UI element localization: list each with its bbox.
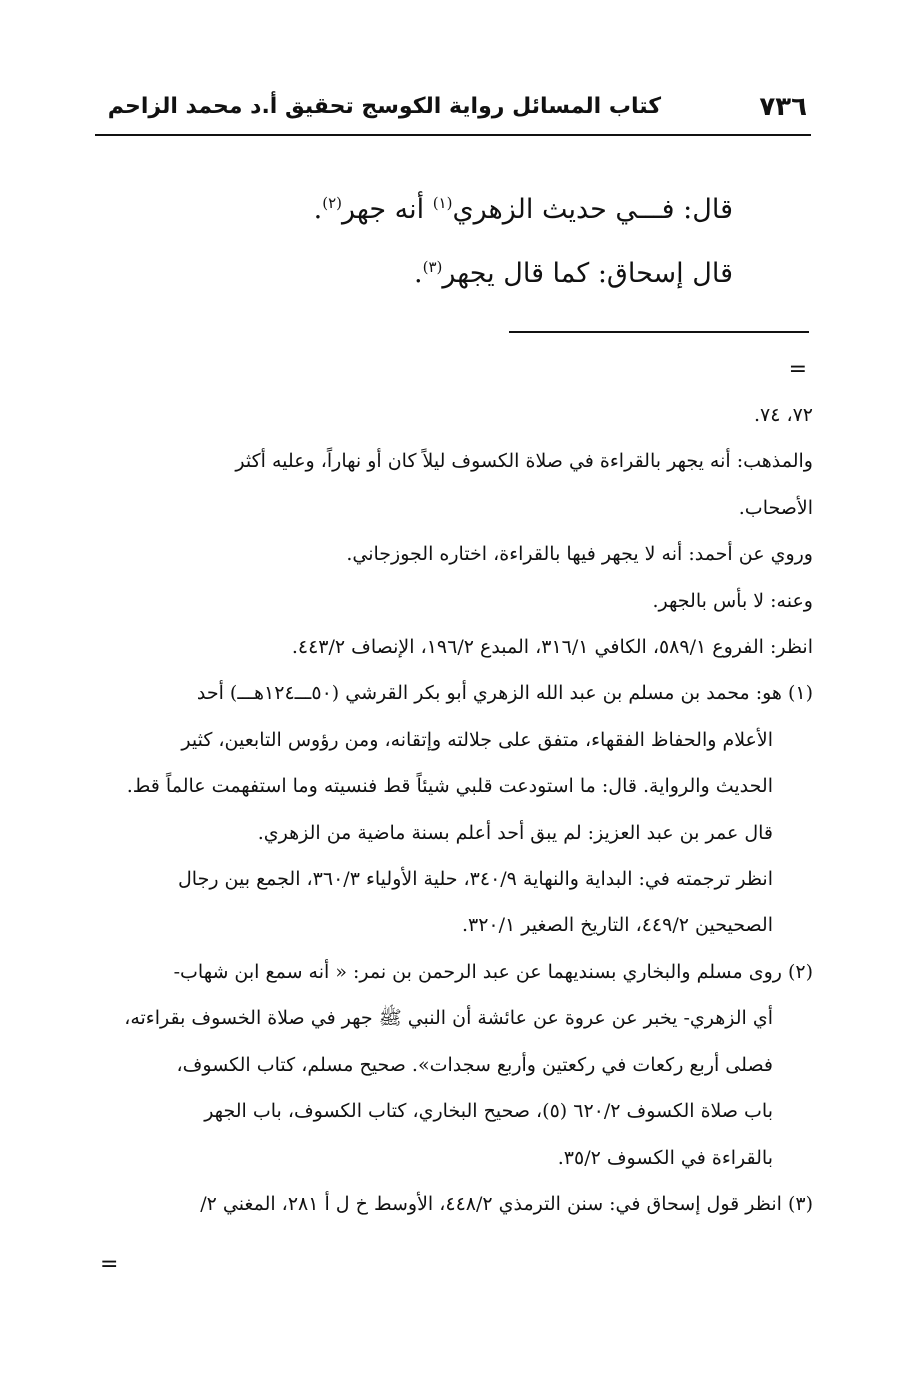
main-line-1-end: .	[313, 194, 323, 225]
footnote-3-number: (٣)	[787, 1192, 813, 1215]
footnote-2	[96, 949, 813, 995]
footnote-2-line: أي الزهري- يخبر عن عروة عن عائشة أن النبي ﷺ جهر في صلاة الخسوف بقراءته،	[124, 1007, 773, 1030]
footnote-continuation-line: ٧٢، ٧٤.	[753, 404, 813, 426]
footnote-2-line: باب صلاة الكسوف ٦٢٠/٢ (٥)، صحيح البخاري، كتاب الكسوف، باب الجهر	[204, 1100, 773, 1123]
running-title: كتاب المسائل رواية الكوسج تحقيق أ.د محمد الزاحم	[107, 94, 661, 119]
footnote-1-line: قال عمر بن عبد العزيز: لم يبق أحد أعلم بسنة ماضية من الزهري.	[257, 821, 773, 844]
footnote-3-text: انظر قول إسحاق في: سنن الترمذي ٤٤٨/٢، الأوسط خ ل أ ٢٨١، المغني ٢/	[200, 1192, 782, 1215]
main-line-1-text-2: أنه جهر	[341, 194, 433, 225]
footnote-continuation-line: والمذهب: أنه يجهر بالقراءة في صلاة الكسوف ليلاً كان أو نهاراً، وعليه أكثر	[235, 450, 813, 473]
main-line-2	[233, 242, 733, 306]
main-line-2-end: .	[413, 258, 423, 289]
continuation-end-mark: =	[100, 1252, 119, 1277]
footnote-1-text: هو: محمد بن مسلم بن عبد الله الزهري أبو بكر القرشي (٥٠ـــ١٢٤هـــ) أحد	[196, 682, 782, 705]
footnote-continuation-line: الأصحاب.	[738, 496, 813, 519]
footnote-continuation-line: وروي عن أحمد: أنه لا يجهر فيها بالقراءة، اختاره الجوزجاني.	[346, 543, 813, 566]
footnote-1	[96, 670, 813, 716]
footnote-1-number: (١)	[787, 682, 813, 705]
footnotes	[96, 392, 813, 1227]
footnote-2-text: روى مسلم والبخاري بسنديهما عن عبد الرحمن بن نمر: « أنه سمع ابن شهاب-	[173, 960, 782, 983]
main-line-1-text: قال: فـــي حديث الزهري	[452, 194, 733, 225]
page-header	[95, 88, 811, 136]
footnote-2-number: (٢)	[787, 960, 813, 983]
footnote-1-line: الصحيحين ٤٤٩/٢، التاريخ الصغير ٣٢٠/١.	[461, 914, 773, 937]
footnote-1-line: الأعلام والحفاظ الفقهاء، متفق على جلالته وإتقانه، ومن رؤوس التابعين، كثير	[181, 728, 773, 751]
footnote-2-line: بالقراءة في الكسوف ٣٥/٢.	[557, 1146, 773, 1169]
footnote-continuation-line: وعنه: لا بأس بالجهر.	[652, 589, 813, 612]
footnote-3	[96, 1181, 813, 1227]
page-number: ٧٣٦	[759, 92, 807, 122]
footnote-1-line: انظر ترجمته في: البداية والنهاية ٣٤٠/٩، حلية الأولياء ٣٦٠/٣، الجمع بين رجال	[177, 868, 773, 891]
footnote-2-line: فصلى أربع ركعات في ركعتين وأربع سجدات». صحيح مسلم، كتاب الكسوف،	[176, 1053, 773, 1076]
continuation-mark: =	[788, 357, 807, 382]
footnote-ref-2[interactable]: (٢)	[322, 194, 342, 212]
footnote-divider	[509, 331, 809, 333]
footnote-continuation-line: انظر: الفروع ٥٨٩/١، الكافي ٣١٦/١، المبدع ١٩٦/٢، الإنصاف ٤٤٣/٢.	[291, 636, 813, 659]
footnote-ref-3[interactable]: (٣)	[422, 258, 443, 276]
main-text	[233, 178, 733, 306]
main-line-2-text: قال إسحاق: كما قال يجهر	[442, 258, 733, 289]
main-line-1	[233, 178, 733, 242]
footnote-1-line: الحديث والرواية. قال: ما استودعت قلبي شيئاً قط فنسيته وما استفهمت عالماً قط.	[126, 775, 773, 798]
footnote-ref-1[interactable]: (١)	[432, 194, 453, 212]
